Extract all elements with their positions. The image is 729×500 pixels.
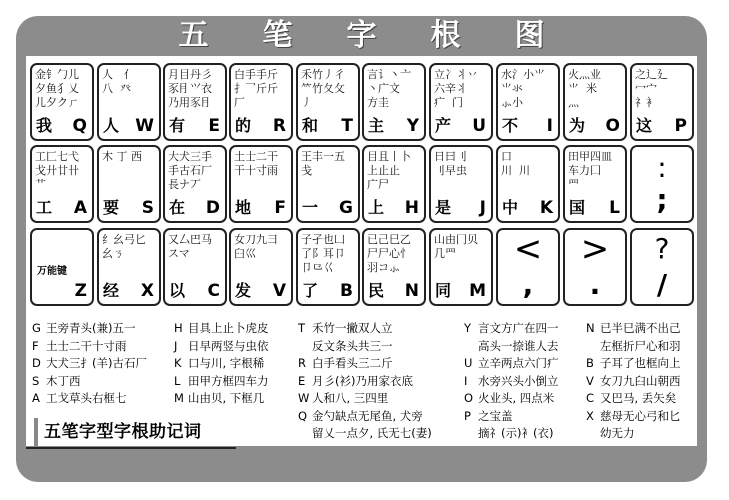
title-char-3: 字 [346, 18, 377, 53]
key-roots: 禾竹丿彳 ⺮竹夂攵 丿 [301, 68, 345, 109]
key-w[interactable] [97, 63, 161, 141]
key-letter: Y [406, 116, 419, 136]
key-char: 经 [103, 281, 120, 300]
key-char: 了 [302, 281, 319, 300]
key-o[interactable] [563, 63, 627, 141]
key-letter: D [205, 198, 220, 218]
title-char-2: 笔 [262, 18, 293, 53]
key-b[interactable] [296, 228, 360, 306]
key-char: 不 [502, 116, 519, 135]
key-k[interactable] [496, 145, 560, 223]
page-title [16, 16, 707, 56]
key-letter: F [274, 198, 286, 218]
legend-line: 高头一捺谁人去 [478, 338, 559, 353]
key-char: 有 [169, 116, 186, 135]
key-m[interactable] [429, 228, 493, 306]
legend-column-2 [174, 320, 269, 408]
key-letter: J [479, 198, 486, 218]
key-x[interactable] [97, 228, 161, 306]
legend-line: 反文条头共三一 [312, 338, 393, 353]
key-roots: 山由冂贝 几⺫ [434, 233, 478, 260]
key-g[interactable] [296, 145, 360, 223]
legend-line: T 禾竹一撇双人立 [298, 321, 393, 335]
key-char: 产 [435, 116, 452, 135]
key-z-label: 万能键 [37, 266, 67, 277]
legend-line: H 目具上止卜虎皮 [174, 321, 269, 335]
legend-line: L 田甲方框四车力 [174, 373, 269, 388]
key-char: 我 [36, 116, 53, 135]
legend-line: N 已半巳满不出己 [586, 321, 681, 335]
key-comma[interactable] [496, 228, 560, 306]
legend-line: J 日早两竖与虫依 [174, 338, 269, 353]
key-char: 上 [368, 198, 385, 217]
key-p[interactable] [630, 63, 694, 141]
legend-column-5 [586, 320, 681, 443]
key-top-symbol: > [580, 229, 610, 269]
footer-title [34, 418, 208, 446]
legend-line: C 又巴马, 丢矢矣 [586, 391, 677, 405]
title-char-4: 根 [430, 18, 461, 53]
legend-line: V 女刀九臼山朝西 [586, 373, 681, 388]
legend-line: Y 言文方广在四一 [464, 321, 559, 335]
key-r[interactable] [229, 63, 293, 141]
key-letter: C [207, 281, 220, 301]
key-bottom-symbol: ; [656, 183, 668, 216]
key-bottom-symbol: / [656, 268, 668, 301]
legend-line: S 木丁西 [32, 373, 81, 388]
key-char: 国 [569, 198, 586, 217]
key-roots: 口 川 川 [501, 150, 530, 177]
key-slash[interactable] [630, 228, 694, 306]
key-u[interactable] [429, 63, 493, 141]
key-roots: 日曰刂 刂早虫 [434, 150, 467, 177]
legend-line: 摘礻(示)衤(衣) [478, 426, 554, 440]
key-letter: Z [74, 281, 87, 301]
key-roots: 工匚七弋 戈廾廿卄 艹 [35, 150, 79, 191]
legend-line: F 土士二干十寸雨 [32, 338, 127, 353]
key-letter: I [546, 116, 553, 136]
key-char: 以 [169, 281, 186, 300]
key-char: 同 [435, 281, 452, 300]
key-char: 是 [435, 198, 452, 217]
key-roots: 目且丨卜 上止止 广尸 [367, 150, 411, 191]
key-period[interactable] [563, 228, 627, 306]
legend-line: I 水旁兴头小倒立 [464, 373, 559, 388]
key-j[interactable] [429, 145, 493, 223]
legend-column-4 [464, 320, 559, 443]
key-y[interactable] [362, 63, 426, 141]
legend-line: R 白手看头三二斤 [298, 356, 393, 370]
key-roots: 又厶巴马 スマ [168, 233, 212, 260]
key-c[interactable] [163, 228, 227, 306]
legend-line: E 月彡(衫)乃用家衣底 [298, 373, 413, 388]
key-bottom-symbol: . [589, 268, 601, 301]
key-char: 中 [502, 198, 519, 217]
key-roots: 金钅勹儿 夕鱼犭乂 儿夕クㄏ [35, 68, 79, 109]
key-v[interactable] [229, 228, 293, 306]
key-letter: U [472, 116, 486, 136]
key-e[interactable] [163, 63, 227, 141]
key-letter: R [272, 116, 286, 136]
key-semicolon[interactable] [630, 145, 694, 223]
key-i[interactable] [496, 63, 560, 141]
legend-line: K 口与川, 字根稀 [174, 356, 265, 370]
key-roots: 人 亻 八 癶 [102, 68, 135, 95]
key-letter: H [404, 198, 419, 218]
key-letter: K [539, 198, 553, 218]
key-letter: V [272, 281, 286, 301]
key-letter: M [469, 281, 486, 301]
key-n[interactable] [362, 228, 426, 306]
key-letter: Q [72, 116, 87, 136]
legend-line: D 大犬三⺘(羊)古石厂 [32, 356, 147, 370]
key-z[interactable] [30, 228, 94, 306]
key-char: 主 [368, 116, 385, 135]
footer-underline [26, 447, 236, 449]
key-letter: W [135, 116, 154, 136]
key-roots: 言讠丶亠 丶广文 方圭 [367, 68, 411, 109]
key-char: 人 [103, 116, 120, 135]
key-roots: 水氵小⺌ ⺌氺 ⺗小 [501, 68, 545, 109]
key-roots: 已己巳乙 尸尸心忄 羽コ⺗ [367, 233, 411, 274]
key-char: 工 [36, 198, 53, 217]
legend-line: 留乂一点夕, 氏无七(妻) [312, 426, 432, 440]
legend-line: B 子耳了也框向上 [586, 356, 681, 370]
title-char-1: 五 [178, 18, 209, 53]
key-bottom-symbol: , [522, 268, 534, 301]
key-char: 这 [636, 116, 653, 135]
key-top-symbol: ? [654, 232, 670, 265]
key-char: 和 [302, 116, 319, 135]
legend-line: G 王旁青头(兼)五一 [32, 321, 136, 335]
key-letter: O [605, 116, 620, 136]
title-char-5: 图 [514, 18, 545, 53]
key-letter: E [208, 116, 220, 136]
key-roots: 纟幺弓匕 幺ㄋ [102, 233, 146, 260]
key-letter: S [141, 198, 154, 218]
legend-line: P 之宝盖 [464, 408, 513, 423]
legend-line: O 火业头, 四点米 [464, 391, 555, 405]
key-q[interactable] [30, 63, 94, 141]
legend-line: W 人和八, 三四里 [298, 391, 389, 405]
key-roots: 立冫丬丷 六辛丬 疒 门 [434, 68, 478, 109]
key-letter: L [609, 198, 620, 218]
key-char: 为 [569, 116, 586, 135]
key-roots: 大犬三手 手古石厂 長ナ丆 [168, 150, 212, 191]
key-roots: 田甲四皿 车力囗 罒 [568, 150, 612, 191]
key-roots: 王丰一五 戋 [301, 150, 345, 177]
key-char: 民 [368, 281, 385, 300]
legend-line: M 山由贝, 下框几 [174, 391, 265, 405]
key-letter: T [341, 116, 353, 136]
legend-column-3 [298, 320, 432, 443]
key-roots: 木 丁 西 [102, 150, 142, 163]
key-char: 在 [169, 198, 186, 217]
key-letter: G [339, 198, 353, 218]
key-top-symbol: : [657, 151, 667, 184]
key-roots: 火灬业 ⺌ 米 灬 [568, 68, 601, 109]
key-char: 要 [103, 198, 120, 217]
footer-title-text: 五笔字型字根助记词 [44, 422, 202, 442]
key-roots: 月目丹彡 豕⺝⺍衣 乃用豕⺝ [168, 68, 212, 109]
key-roots: 子孑也凵 了阝耳卩 卩⺋巜 [301, 233, 345, 274]
legend-line: X 慈母无心弓和匕 [586, 408, 681, 423]
key-letter: X [140, 281, 154, 301]
key-roots: 之辶廴 冖宀 礻衤 [635, 68, 668, 109]
key-s[interactable] [97, 145, 161, 223]
legend-line: 幼无力 [600, 426, 635, 440]
key-roots: 白手手斤 扌乛斤斤 厂 [234, 68, 278, 109]
key-t[interactable] [296, 63, 360, 141]
legend-line: U 立辛两点六门疒 [464, 356, 559, 370]
key-letter: B [340, 281, 353, 301]
legend-line: Q 金勺缺点无尾鱼, 犬旁 [298, 408, 423, 423]
key-d[interactable] [163, 145, 227, 223]
key-f[interactable] [229, 145, 293, 223]
key-char: 的 [235, 116, 252, 135]
key-l[interactable] [563, 145, 627, 223]
legend-line: A 工戈草头右框七 [32, 391, 127, 405]
key-roots: 女刀九彐 臼巛 [234, 233, 278, 260]
key-top-symbol: < [513, 229, 543, 269]
key-h[interactable] [362, 145, 426, 223]
key-a[interactable] [30, 145, 94, 223]
legend-line: 左框折尸心和羽 [600, 338, 681, 353]
key-char: 发 [235, 281, 252, 300]
key-char: 一 [302, 198, 319, 217]
key-letter: P [674, 116, 687, 136]
key-roots: 土士二干 干十寸雨 [234, 150, 278, 177]
legend-column-1 [32, 320, 147, 408]
key-letter: A [73, 198, 87, 218]
key-letter: N [404, 281, 419, 301]
key-char: 地 [235, 198, 252, 217]
